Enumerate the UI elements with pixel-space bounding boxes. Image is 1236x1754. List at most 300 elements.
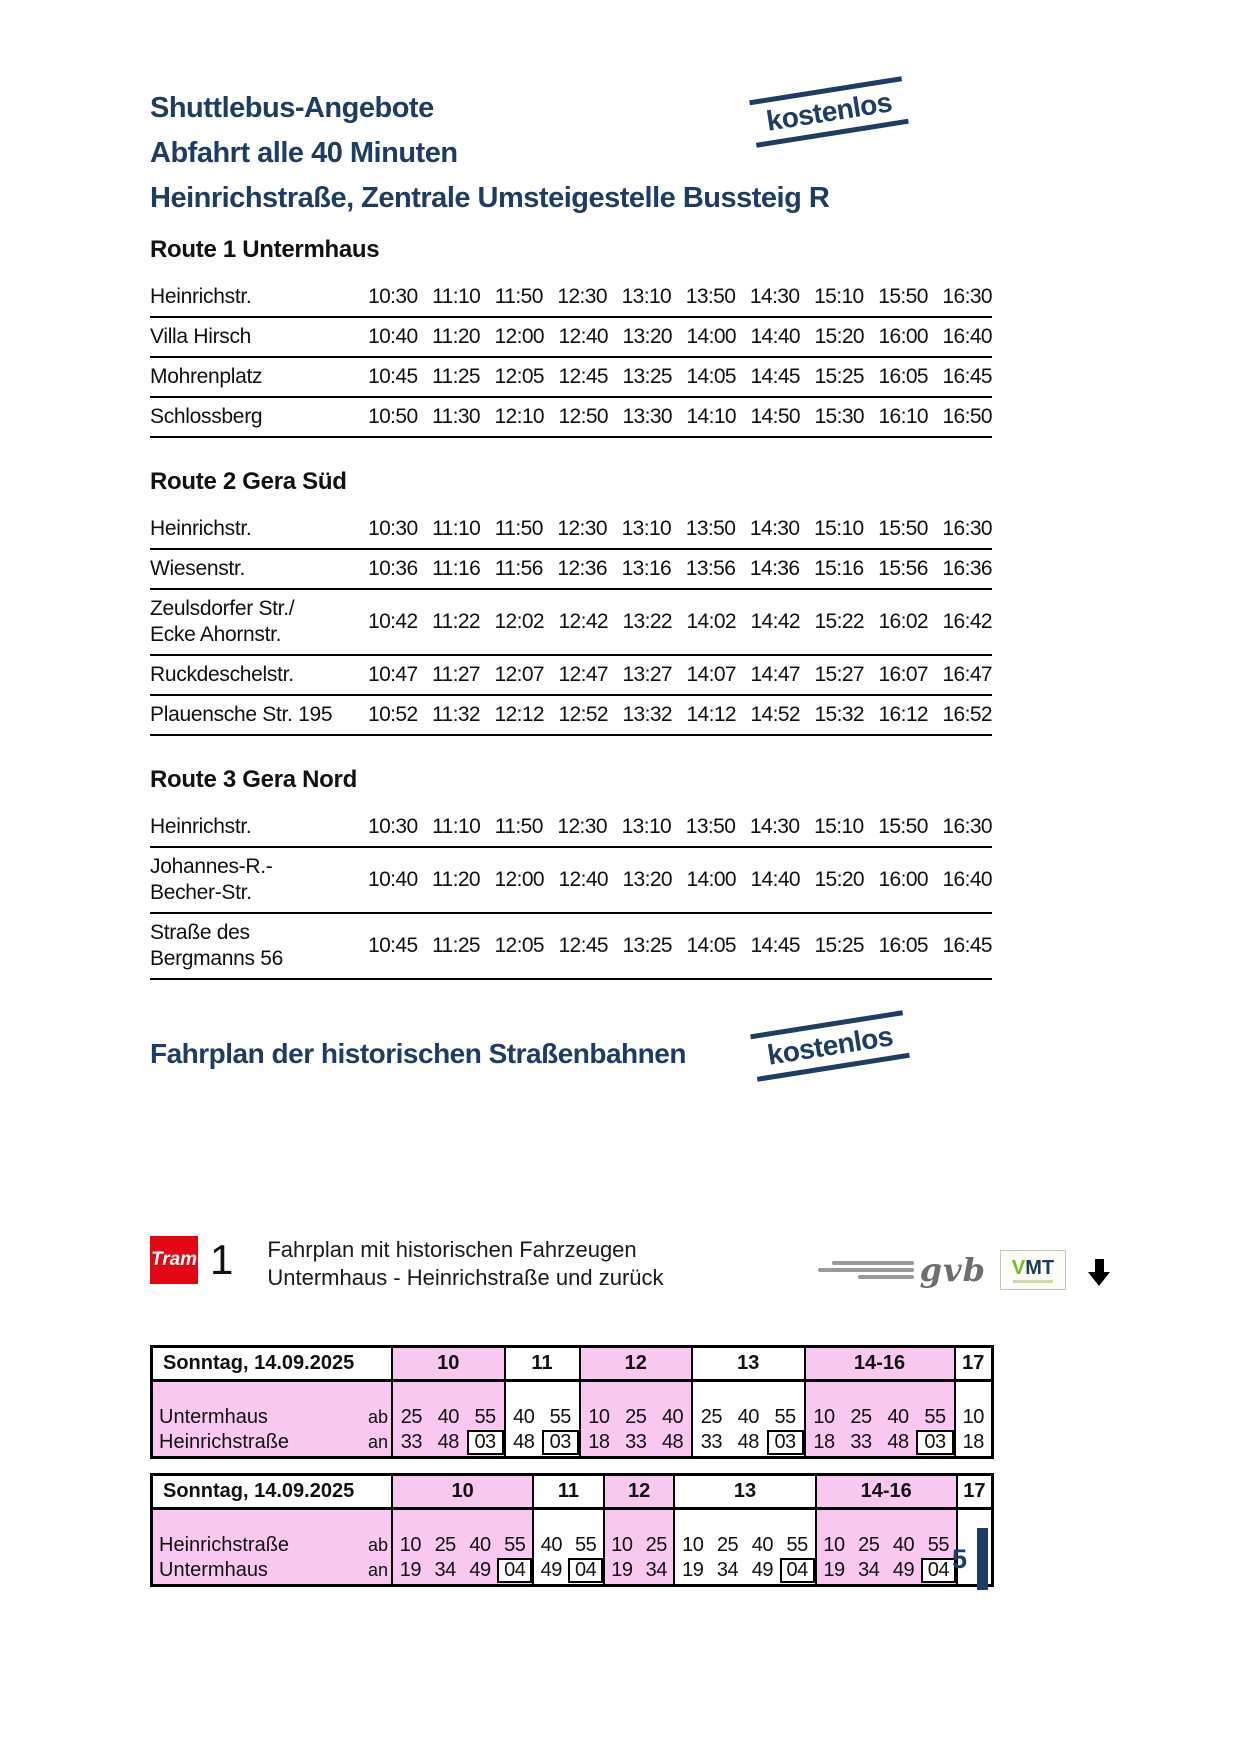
route-table xyxy=(150,278,992,438)
stop-name xyxy=(150,516,368,542)
page-title-line-1: Shuttlebus-Angebote xyxy=(150,92,434,124)
departure-times xyxy=(368,325,992,349)
arrival-minute: 18 xyxy=(813,1431,835,1453)
arrival-minute: 33 xyxy=(700,1431,723,1453)
stop-name-line: Heinrichstr. xyxy=(150,517,252,540)
departure-marker: ab xyxy=(367,1535,388,1555)
departure-time: 14:45 xyxy=(750,365,800,388)
hour-block xyxy=(804,1382,954,1456)
arrival-minute-next-hour: 03 xyxy=(916,1430,953,1455)
departure-time: 15:27 xyxy=(814,663,864,686)
hour-header: 17 xyxy=(956,1476,991,1507)
hour-header: 14-16 xyxy=(804,1348,954,1379)
stop-name xyxy=(150,662,368,688)
minutes-row-an xyxy=(605,1558,674,1583)
departure-time: 12:36 xyxy=(557,557,607,580)
page-title-line-2: Abfahrt alle 40 Minuten xyxy=(150,137,458,169)
departure-minute: 55 xyxy=(549,1406,571,1428)
hour-block xyxy=(532,1510,603,1584)
minutes-row-ab xyxy=(956,1405,992,1430)
hour-block xyxy=(815,1510,956,1584)
departure-minute: 10 xyxy=(962,1406,984,1428)
footer-bar xyxy=(977,1528,988,1590)
minutes-row-an xyxy=(806,1430,954,1455)
departure-time: 11:10 xyxy=(432,815,481,838)
departure-time: 16:45 xyxy=(942,934,992,957)
stop-name xyxy=(150,364,368,390)
arrival-minute-next-hour: 04 xyxy=(921,1558,956,1583)
departure-time: 15:30 xyxy=(814,405,864,428)
departure-minute: 25 xyxy=(716,1534,739,1556)
departure-time: 16:10 xyxy=(878,405,928,428)
stop-name xyxy=(150,284,368,310)
arrival-minute: 18 xyxy=(962,1431,984,1453)
departure-minute: 55 xyxy=(786,1534,808,1556)
arrival-minute-next-hour: 04 xyxy=(568,1558,602,1583)
historic-tram-title: Fahrplan der historischen Straßenbahnen xyxy=(150,1038,686,1069)
download-arrow-icon xyxy=(1088,1255,1110,1286)
stop-name-line: Ecke Ahornstr. xyxy=(150,623,282,646)
departure-time: 11:25 xyxy=(432,934,480,957)
vmt-logo xyxy=(1000,1250,1066,1290)
departure-time: 14:00 xyxy=(686,868,736,891)
departure-time: 13:30 xyxy=(622,405,672,428)
departure-time: 10:50 xyxy=(368,405,418,428)
departure-times xyxy=(368,868,992,892)
timetable-header-row xyxy=(153,1476,991,1510)
page-header xyxy=(150,86,829,221)
kostenlos-stamp-2-label: kostenlos xyxy=(765,1020,895,1071)
departure-times xyxy=(368,663,992,687)
minutes-row-an xyxy=(956,1430,992,1455)
minutes-row-ab xyxy=(693,1405,804,1430)
departure-time: 14:30 xyxy=(749,815,800,838)
timetable-body xyxy=(153,1510,991,1584)
arrival-marker: an xyxy=(367,1560,388,1580)
departure-time: 11:30 xyxy=(432,405,480,428)
departure-time: 13:22 xyxy=(622,610,672,633)
stop-name xyxy=(150,324,368,350)
departure-time: 16:30 xyxy=(942,285,992,308)
departure-time: 11:16 xyxy=(432,557,481,580)
departure-time: 12:30 xyxy=(557,517,607,540)
departure-time: 15:22 xyxy=(814,610,864,633)
departure-time: 11:32 xyxy=(432,703,480,726)
arrival-minute-next-hour: 03 xyxy=(542,1430,579,1455)
hour-header: 17 xyxy=(954,1348,992,1379)
hour-block xyxy=(391,1510,532,1584)
stop-name xyxy=(150,702,368,728)
departure-minute: 40 xyxy=(751,1534,773,1556)
departure-time: 12:05 xyxy=(494,365,544,388)
arrival-minute: 34 xyxy=(716,1559,739,1581)
hour-header: 10 xyxy=(391,1476,532,1507)
hour-header: 12 xyxy=(603,1476,674,1507)
stop-name-line: Heinrichstr. xyxy=(150,815,252,838)
departure-times xyxy=(368,285,992,309)
to-stop-row xyxy=(153,1558,391,1583)
departure-time: 15:25 xyxy=(814,365,864,388)
departure-time: 14:50 xyxy=(750,405,800,428)
departure-time: 14:42 xyxy=(750,610,800,633)
arrival-minute-next-hour: 03 xyxy=(467,1430,504,1455)
departure-time: 14:05 xyxy=(686,365,736,388)
stop-name-line: Bergmanns 56 xyxy=(150,947,283,970)
hour-header: 11 xyxy=(504,1348,579,1379)
departure-time: 15:10 xyxy=(814,517,864,540)
stop-name-line: Mohrenplatz xyxy=(150,365,263,388)
tram-description-line-2: Untermhaus - Heinrichstraße und zurück xyxy=(267,1265,664,1290)
departure-time: 15:25 xyxy=(814,934,864,957)
departure-time: 14:05 xyxy=(686,934,736,957)
departure-times xyxy=(368,517,992,541)
departure-time: 11:22 xyxy=(432,610,480,633)
stop-name-line: Straße des xyxy=(150,921,250,944)
stop-name-line: Schlossberg xyxy=(150,405,263,428)
departure-time: 16:52 xyxy=(942,703,992,726)
departure-time: 16:47 xyxy=(942,663,992,686)
departure-times xyxy=(368,610,992,634)
departure-time: 12:40 xyxy=(558,868,608,891)
hour-header: 14-16 xyxy=(815,1476,956,1507)
departure-time: 11:50 xyxy=(494,815,543,838)
timetable-date: Sonntag, 14.09.2025 xyxy=(153,1348,391,1379)
arrival-minute: 34 xyxy=(858,1559,880,1581)
from-stop-name: Untermhaus xyxy=(159,1406,268,1428)
departure-minute: 25 xyxy=(700,1406,723,1428)
departure-times xyxy=(368,405,992,429)
stop-name-line: Villa Hirsch xyxy=(150,325,252,348)
timetable-header-row xyxy=(153,1348,991,1382)
arrival-minute-next-hour: 04 xyxy=(780,1558,815,1583)
route-table-row xyxy=(150,510,992,550)
departure-time: 16:40 xyxy=(942,868,992,891)
timetable-stop-labels xyxy=(153,1382,391,1456)
stop-name-line: Wiesenstr. xyxy=(150,557,246,580)
departure-time: 12:00 xyxy=(494,325,544,348)
shuttle-routes-section xyxy=(150,236,992,980)
arrival-minute: 49 xyxy=(892,1559,915,1581)
departure-minute: 40 xyxy=(469,1534,491,1556)
departure-minute: 25 xyxy=(434,1534,456,1556)
stop-name-line: Johannes-R.- xyxy=(150,855,273,878)
departure-time: 11:27 xyxy=(432,663,480,686)
route-table-row xyxy=(150,590,992,656)
departure-time: 12:07 xyxy=(494,663,544,686)
timetable-body xyxy=(153,1382,991,1456)
departure-time: 11:20 xyxy=(432,868,480,891)
minutes-row-ab xyxy=(675,1533,814,1558)
departure-time: 16:45 xyxy=(942,365,992,388)
route-table xyxy=(150,510,992,736)
departure-time: 16:42 xyxy=(942,610,992,633)
departure-time: 16:50 xyxy=(942,405,992,428)
departure-minute: 55 xyxy=(474,1406,496,1428)
hour-block xyxy=(504,1382,579,1456)
arrival-minute: 48 xyxy=(661,1431,684,1453)
tram-timetable-return xyxy=(150,1473,994,1587)
stop-name-line: Becher-Str. xyxy=(150,881,252,904)
departure-time: 15:10 xyxy=(814,815,864,838)
departure-time: 16:30 xyxy=(942,517,992,540)
stop-name xyxy=(150,404,368,430)
departure-time: 15:10 xyxy=(814,285,864,308)
arrival-minute: 49 xyxy=(751,1559,773,1581)
departure-time: 16:02 xyxy=(878,610,928,633)
departure-time: 14:00 xyxy=(686,325,736,348)
departure-minute: 10 xyxy=(813,1406,835,1428)
arrival-minute: 33 xyxy=(850,1431,872,1453)
operator-logos xyxy=(818,1236,1110,1290)
departure-time: 10:45 xyxy=(368,365,418,388)
departure-time: 10:42 xyxy=(368,610,418,633)
departure-time: 14:30 xyxy=(749,517,800,540)
arrival-minute: 34 xyxy=(434,1559,456,1581)
minutes-row-an xyxy=(675,1558,814,1583)
stop-name-line: Heinrichstr. xyxy=(150,285,252,308)
departure-minute: 40 xyxy=(892,1534,915,1556)
departure-time: 15:20 xyxy=(814,325,864,348)
departure-time: 15:50 xyxy=(878,285,928,308)
route-section xyxy=(150,468,992,736)
departure-time: 12:12 xyxy=(494,703,544,726)
route-table-row xyxy=(150,848,992,914)
departure-time: 15:32 xyxy=(814,703,864,726)
departure-time: 13:20 xyxy=(622,868,672,891)
stop-name xyxy=(150,596,368,648)
departure-time: 14:36 xyxy=(749,557,800,580)
tram-description-line-1: Fahrplan mit historischen Fahrzeugen xyxy=(267,1237,637,1262)
departure-times xyxy=(368,365,992,389)
departure-time: 16:07 xyxy=(878,663,928,686)
arrival-minute: 33 xyxy=(625,1431,647,1453)
departure-time: 14:45 xyxy=(750,934,800,957)
departure-minute: 10 xyxy=(682,1534,704,1556)
timetable-date: Sonntag, 14.09.2025 xyxy=(153,1476,391,1507)
departure-marker: ab xyxy=(367,1407,388,1427)
arrival-minute: 19 xyxy=(682,1559,704,1581)
minutes-row-an xyxy=(693,1430,804,1455)
departure-minute: 10 xyxy=(588,1406,610,1428)
route-table-row xyxy=(150,808,992,848)
to-stop-row xyxy=(153,1430,391,1455)
departure-time: 12:40 xyxy=(558,325,608,348)
departure-time: 13:10 xyxy=(621,815,672,838)
departure-time: 10:40 xyxy=(368,325,418,348)
tram-line-info xyxy=(150,1236,1110,1292)
gvb-logo-smalltext xyxy=(818,1261,914,1279)
timetable-stop-labels xyxy=(153,1510,391,1584)
departure-minute: 55 xyxy=(924,1406,946,1428)
departure-time: 14:12 xyxy=(686,703,736,726)
tram-description xyxy=(267,1236,663,1292)
departure-time: 15:20 xyxy=(814,868,864,891)
hour-header: 12 xyxy=(579,1348,692,1379)
departure-minute: 55 xyxy=(504,1534,526,1556)
arrival-minute: 48 xyxy=(887,1431,909,1453)
departure-times xyxy=(368,934,992,958)
departure-time: 16:40 xyxy=(942,325,992,348)
departure-time: 14:02 xyxy=(686,610,736,633)
departure-time: 14:07 xyxy=(686,663,736,686)
route-table-row xyxy=(150,318,992,358)
minutes-row-an xyxy=(581,1430,692,1455)
stop-name xyxy=(150,920,368,972)
departure-times xyxy=(368,557,992,581)
route-title: Route 3 Gera Nord xyxy=(150,766,357,793)
departure-minute: 55 xyxy=(575,1534,597,1556)
departure-minute: 10 xyxy=(823,1534,845,1556)
departure-time: 14:30 xyxy=(749,285,800,308)
departure-time: 16:30 xyxy=(942,815,992,838)
departure-minute: 40 xyxy=(887,1406,909,1428)
arrival-minute: 19 xyxy=(399,1559,422,1581)
stop-name xyxy=(150,556,368,582)
to-stop-name: Untermhaus xyxy=(159,1559,268,1581)
arrival-minute: 19 xyxy=(823,1559,845,1581)
minutes-row-ab xyxy=(534,1533,603,1558)
departure-minute: 25 xyxy=(625,1406,647,1428)
arrival-minute: 18 xyxy=(588,1431,610,1453)
departure-time: 15:16 xyxy=(814,557,864,580)
minutes-row-an xyxy=(506,1430,579,1455)
departure-time: 16:12 xyxy=(878,703,928,726)
departure-time: 14:10 xyxy=(686,405,736,428)
departure-time: 10:36 xyxy=(368,557,418,580)
hour-header: 10 xyxy=(391,1348,504,1379)
departure-time: 13:32 xyxy=(622,703,672,726)
departure-time: 13:50 xyxy=(685,815,736,838)
departure-time: 13:27 xyxy=(622,663,672,686)
tram-timetable-outbound xyxy=(150,1345,994,1459)
departure-minute: 55 xyxy=(774,1406,796,1428)
departure-minute: 10 xyxy=(611,1534,633,1556)
departure-time: 16:00 xyxy=(878,325,928,348)
arrival-minute: 33 xyxy=(400,1431,423,1453)
minutes-row-an xyxy=(817,1558,956,1583)
departure-time: 12:45 xyxy=(558,934,608,957)
vmt-logo-v: V xyxy=(1011,1256,1026,1279)
departure-minute: 10 xyxy=(399,1534,422,1556)
departure-minute: 55 xyxy=(927,1534,949,1556)
minutes-row-ab xyxy=(393,1405,504,1430)
hour-header: 11 xyxy=(532,1476,603,1507)
route-table-row xyxy=(150,398,992,438)
departure-time: 13:16 xyxy=(621,557,672,580)
departure-minute: 40 xyxy=(661,1406,684,1428)
departure-time: 13:10 xyxy=(621,517,672,540)
from-stop-row xyxy=(153,1533,391,1558)
departure-minute: 25 xyxy=(858,1534,880,1556)
hour-header: 13 xyxy=(673,1476,814,1507)
departure-time: 11:10 xyxy=(432,285,481,308)
to-stop-name: Heinrichstraße xyxy=(159,1431,290,1453)
gvb-logo: gvb xyxy=(919,1251,986,1289)
departure-time: 13:25 xyxy=(622,934,672,957)
departure-time: 11:25 xyxy=(432,365,480,388)
route-table xyxy=(150,808,992,980)
page-footer xyxy=(952,1528,988,1590)
hour-block xyxy=(673,1510,814,1584)
arrival-marker: an xyxy=(367,1432,388,1452)
departure-time: 14:47 xyxy=(750,663,800,686)
departure-time: 11:56 xyxy=(494,557,543,580)
departure-time: 11:20 xyxy=(432,325,480,348)
departure-time: 12:30 xyxy=(557,815,607,838)
departure-minute: 25 xyxy=(400,1406,423,1428)
minutes-row-ab xyxy=(581,1405,692,1430)
departure-time: 12:00 xyxy=(494,868,544,891)
departure-time: 10:30 xyxy=(368,815,418,838)
hour-block xyxy=(603,1510,674,1584)
departure-times xyxy=(368,703,992,727)
from-stop-row xyxy=(153,1405,391,1430)
departure-time: 14:40 xyxy=(750,325,800,348)
departure-time: 16:36 xyxy=(942,557,992,580)
vmt-logo-mt: MT xyxy=(1025,1256,1055,1279)
arrival-minute: 34 xyxy=(645,1559,667,1581)
hour-block xyxy=(954,1382,992,1456)
arrival-minute: 48 xyxy=(513,1431,535,1453)
minutes-row-an xyxy=(534,1558,603,1583)
minutes-row-ab xyxy=(605,1533,674,1558)
route-table-row xyxy=(150,550,992,590)
stop-name-line: Zeulsdorfer Str./ xyxy=(150,597,295,620)
departure-time: 11:50 xyxy=(494,285,543,308)
departure-time: 10:52 xyxy=(368,703,418,726)
departure-time: 12:50 xyxy=(558,405,608,428)
stop-name xyxy=(150,854,368,906)
arrival-minute: 48 xyxy=(737,1431,759,1453)
departure-time: 15:50 xyxy=(878,517,928,540)
arrival-minute: 19 xyxy=(611,1559,633,1581)
route-table-row xyxy=(150,914,992,980)
departure-time: 10:45 xyxy=(368,934,418,957)
departure-time: 13:50 xyxy=(685,517,736,540)
arrival-minute: 48 xyxy=(437,1431,459,1453)
hour-block xyxy=(391,1382,504,1456)
departure-minute: 40 xyxy=(737,1406,759,1428)
departure-time: 12:05 xyxy=(494,934,544,957)
departure-time: 12:10 xyxy=(494,405,544,428)
departure-time: 15:50 xyxy=(878,815,928,838)
minutes-row-an xyxy=(393,1558,532,1583)
tram-badge: Tram xyxy=(150,1236,198,1284)
departure-time: 11:10 xyxy=(432,517,481,540)
arrival-minute-next-hour: 03 xyxy=(767,1430,804,1455)
departure-time: 13:10 xyxy=(621,285,672,308)
departure-time: 13:56 xyxy=(685,557,736,580)
departure-time: 12:47 xyxy=(558,663,608,686)
stop-name-line: Ruckdeschelstr. xyxy=(150,663,294,686)
kostenlos-stamp-2 xyxy=(750,1010,910,1082)
route-title: Route 1 Untermhaus xyxy=(150,236,380,263)
departure-time: 16:00 xyxy=(878,868,928,891)
departure-time: 12:02 xyxy=(494,610,544,633)
departure-minute: 40 xyxy=(437,1406,459,1428)
route-table-row xyxy=(150,696,992,736)
departure-minute: 40 xyxy=(513,1406,535,1428)
departure-time: 12:30 xyxy=(557,285,607,308)
departure-minute: 25 xyxy=(645,1534,667,1556)
departure-time: 16:05 xyxy=(878,934,928,957)
minutes-row-ab xyxy=(817,1533,956,1558)
departure-time: 12:42 xyxy=(558,610,608,633)
departure-time: 10:30 xyxy=(368,517,418,540)
departure-minute: 25 xyxy=(850,1406,872,1428)
departure-time: 12:45 xyxy=(558,365,608,388)
departure-time: 10:30 xyxy=(368,285,418,308)
